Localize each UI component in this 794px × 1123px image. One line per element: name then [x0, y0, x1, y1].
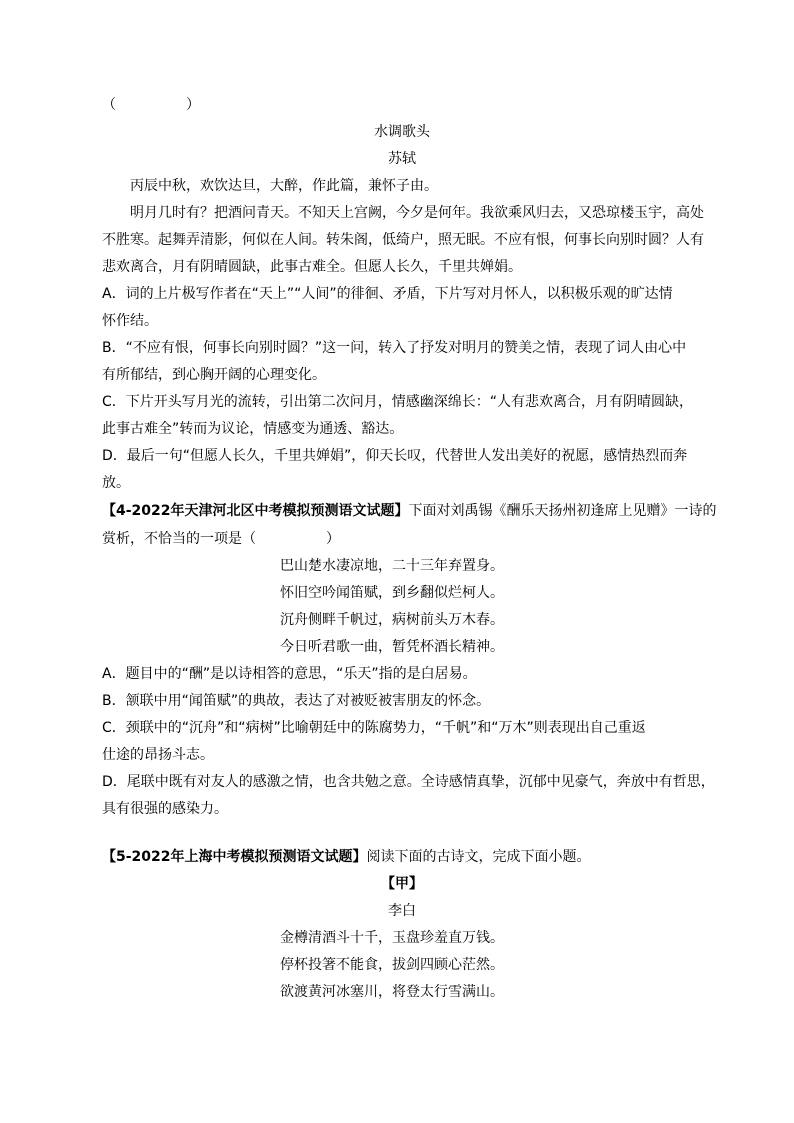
- poem-body-line: 悲欢离合，月有阴晴圆缺，此事古难全。但愿人长久，千里共婵娟。: [102, 259, 522, 275]
- poem-author: 李白: [388, 903, 416, 919]
- option-a: A．词的上片极写作者在“天上”“人间”的徘徊、矛盾，下片写对月怀人，以积极乐观的旷达情: [102, 286, 673, 302]
- question-prompt: 下面对刘禹锡《酬乐天扬州初逢席上见赠》一诗的: [408, 503, 717, 519]
- option-d-cont: 具有很强的感染力。: [102, 801, 228, 817]
- option-c: C．下片开头写月光的流转，引出第二次问月，情感幽深绵长：“人有悲欢离合，月有阴晴圆缺，: [102, 394, 694, 410]
- option-b: B．颔联中用“闻笛赋”的典故，表达了对被贬被害朋友的怀念。: [102, 693, 491, 709]
- poem-preface: 丙辰中秋，欢饮达旦，大醉，作此篇，兼怀子由。: [130, 178, 438, 194]
- part-label: 【甲】: [381, 876, 423, 892]
- question-4-heading: [102, 497, 717, 525]
- section-gap: [102, 823, 702, 843]
- option-c: C．颈联中的“沉舟”和“病树”比喻朝廷中的陈腐势力，“千帆”和“万木”则表现出自己重返: [102, 720, 646, 736]
- option-c-cont: 此事古难全”转而为议论，情感变为通透、豁达。: [102, 421, 404, 437]
- option-b: B．“不应有恨，何事长向别时圆？”这一问，转入了抒发对明月的赞美之情，表现了词人由心中: [102, 340, 687, 356]
- poem-body-line: 明月几时有？把酒问青天。不知天上宫阙，今夕是何年。我欲乘风归去，又恐琼楼玉宇，高处: [130, 205, 704, 221]
- poem-body-line: 不胜寒。起舞弄清影，何似在人间。转朱阁，低绮户，照无眠。不应有恨，何事长向别时圆？人有: [102, 232, 704, 248]
- question-prompt-cont: 赏析，不恰当的一项是（ ）: [102, 531, 340, 547]
- option-c-cont: 仕途的昂扬斗志。: [102, 747, 214, 763]
- question-5-heading: [102, 843, 702, 871]
- option-a-cont: 怀作结。: [102, 313, 158, 329]
- option-a: A．题目中的“酬”是以诗相答的意思，“乐天”指的是白居易。: [102, 666, 477, 682]
- verse-line: 欲渡黄河冰塞川，将登太行雪满山。: [280, 984, 504, 1000]
- question-prompt: 阅读下面的古诗文，完成下面小题。: [366, 849, 591, 865]
- option-d: D．最后一句“但愿人长久，千里共婵娟”，仰天长叹，代替世人发出美好的祝愿，感情热烈而奔: [102, 448, 688, 464]
- poem-title: 水调歌头: [374, 124, 430, 140]
- option-d: D．尾联中既有对友人的感激之情，也含共勉之意。全诗感情真挚，沉郁中见豪气，奔放中有哲思，: [102, 774, 715, 790]
- option-b-cont: 有所郁结，到心胸开阔的心理变化。: [102, 367, 326, 383]
- answer-bracket: （ ）: [102, 97, 200, 113]
- poem-author: 苏轼: [388, 151, 416, 167]
- option-d-cont: 放。: [102, 475, 130, 491]
- verse-line: 巴山楚水凄凉地，二十三年弃置身。: [280, 558, 504, 574]
- question-source: 【5-2022年上海中考模拟预测语文试题】: [102, 849, 367, 865]
- document-page: [102, 92, 717, 1006]
- verse-line: 停杯投箸不能食，拔剑四顾心茫然。: [280, 957, 504, 973]
- verse-line: 怀旧空吟闻笛赋，到乡翻似烂柯人。: [280, 585, 504, 601]
- verse-line: 金樽清酒斗十千，玉盘珍羞直万钱。: [280, 930, 504, 946]
- verse-line: 今日听君歌一曲，暂凭杯酒长精神。: [280, 639, 504, 655]
- verse-line: 沉舟侧畔千帆过，病树前头万木春。: [280, 612, 504, 628]
- question-source: 【4-2022年天津河北区中考模拟预测语文试题】: [102, 503, 409, 519]
